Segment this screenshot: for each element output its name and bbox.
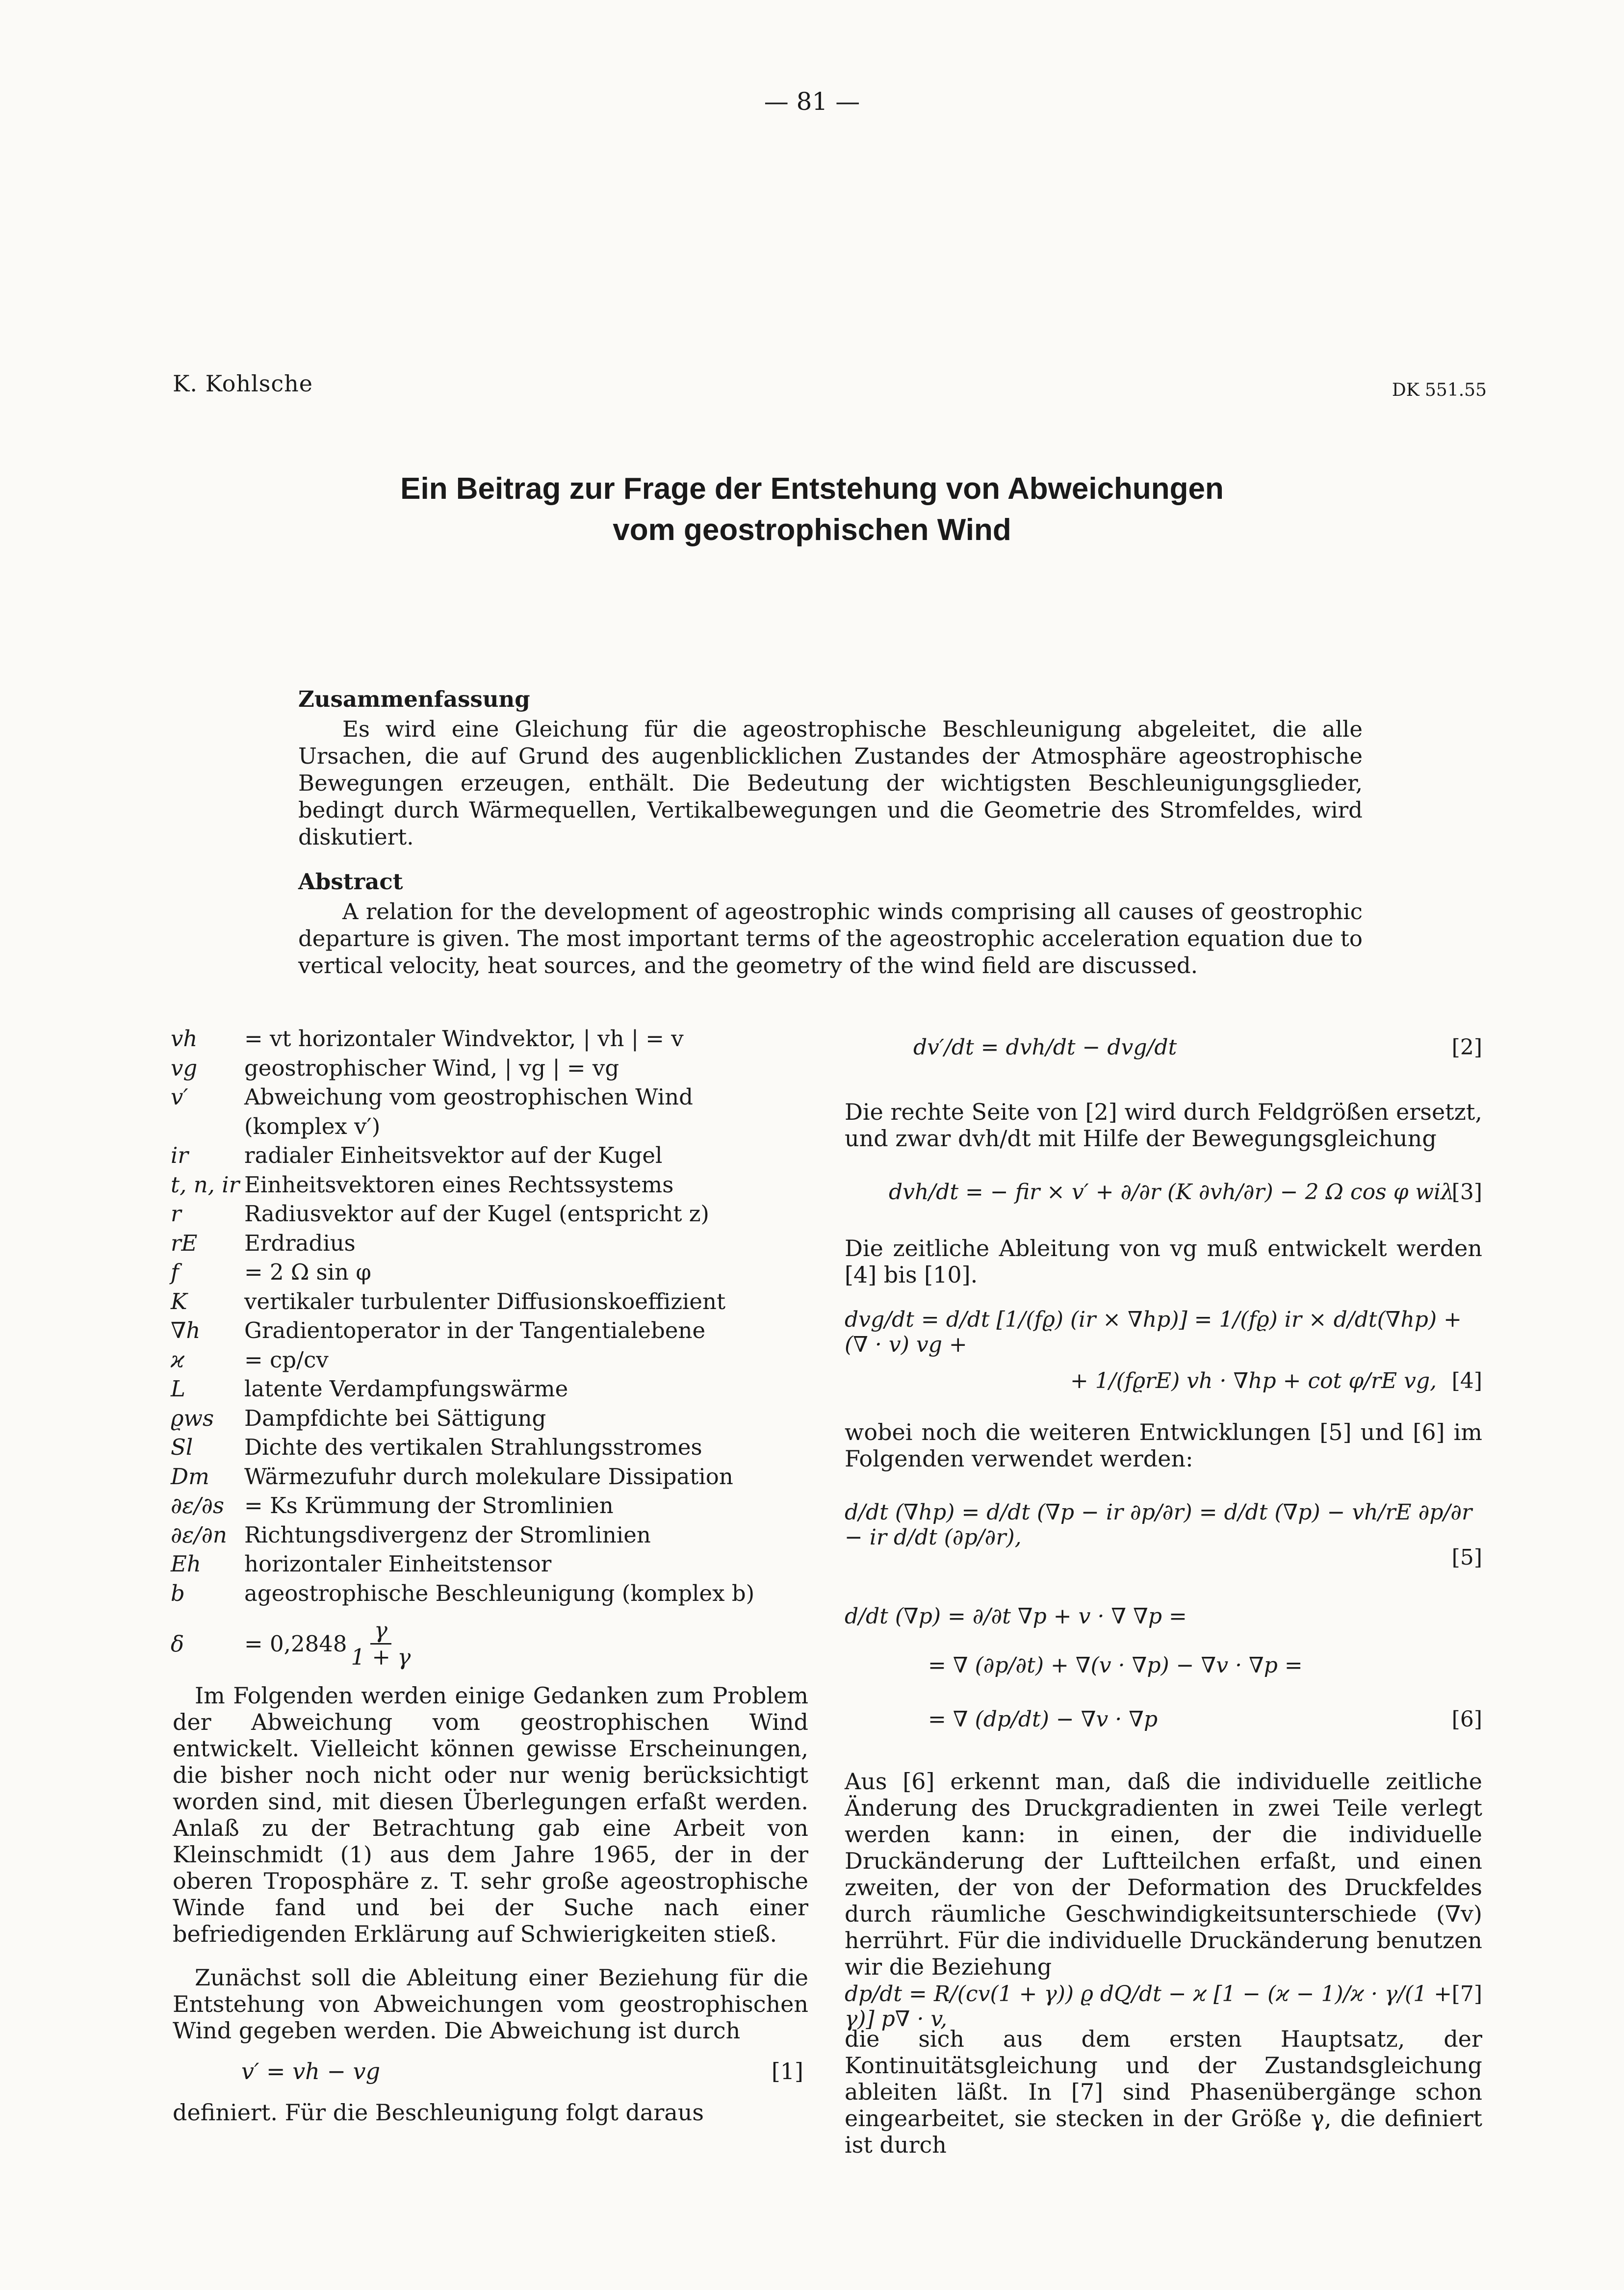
paragraph-text: Die zeitliche Ableitung von vg muß entwickelt werden [4] bis [10].: [845, 1235, 1482, 1288]
equation-expression: dp/dt = R/(cv(1 + γ)) ϱ dQ/dt − ϰ [1 − (ϰ − 1)/ϰ · γ/(1 + γ)] p∇ · v,: [845, 1981, 1452, 2032]
equation-number: [4]: [1451, 1368, 1482, 1393]
symbol-row: [171, 1141, 808, 1170]
equation-expression: + 1/(fϱrE) vh · ∇hp + cot φ/rE vg,: [1070, 1368, 1437, 1393]
symbol-row: [171, 1082, 808, 1112]
paragraph-text: die sich aus dem ersten Hauptsatz, der Kontinuitätsgleichung und der Zustandsgleichung ableiten läßt. In [7] sind Phasenübergänge schon eingearbeitet, sie stecken in der Größe γ, die definiert ist durch: [845, 2026, 1482, 2158]
equation-number: [1]: [771, 2058, 803, 2084]
paragraph-text: Im Folgenden werden einige Gedanken zum Problem der Abweichung vom geostrophischen Wind entwickelt. Vielleicht können gewisse Erscheinungen, die bisher noch nicht oder nur wenig berücksichtigt worden sind, mit diesen Überlegungen erfaßt werden. Anlaß zu der Betrachtung gab eine Arbeit von Kleinschmidt (1) aus dem Jahre 1965, der in der oberen Troposphäre z. T. sehr große ageostrophische Winde fand und bei der Suche nach einer befriedigenden Erklärung auf Schwierigkeiten stieß.: [173, 1682, 808, 1947]
symbol-description: latente Verdampfungswärme: [244, 1376, 568, 1402]
symbol: [171, 1112, 244, 1141]
symbol-description: (komplex v′): [244, 1113, 381, 1139]
symbol: ir: [171, 1142, 188, 1168]
symbol-list: [171, 1024, 808, 1670]
symbol-row: [171, 1462, 808, 1492]
symbol: δ: [171, 1630, 184, 1657]
symbol: vg: [171, 1055, 198, 1081]
paragraph-text: Aus [6] erkennt man, daß die individuelle zeitliche Änderung des Druckgradienten in zwei Teile verlegt werden kann: in einen, der die individuelle Druckänderung der Luftteilchen erfaßt, und einen zweiten, der von der Deformation des Druckfeldes durch räumliche Geschwindigkeitsunterschiede (∇v) herrührt. Für die individuelle Druckänderung benutzen wir die Beziehung: [845, 1768, 1482, 1980]
symbol-row: [171, 1345, 808, 1375]
symbol-description: = Ks Krümmung der Stromlinien: [244, 1492, 614, 1518]
page-number: — 81 —: [764, 87, 860, 116]
paragraph-text: wobei noch die weiteren Entwicklungen [5] und [6] im Folgenden verwendet werden:: [845, 1419, 1482, 1472]
symbol-row: [171, 1491, 808, 1520]
equation-number: [5]: [1451, 1545, 1482, 1570]
symbol-row: [171, 1229, 808, 1258]
title-line-2: vom geostrophischen Wind: [613, 513, 1011, 547]
symbol-row: [171, 1579, 808, 1608]
definition-line: definiert. Für die Beschleunigung folgt daraus: [173, 2099, 704, 2126]
symbol-row: [171, 1316, 808, 1345]
paragraph-right-2: [845, 1235, 1482, 1288]
title-line-1: Ein Beitrag zur Frage der Entstehung von Abweichungen: [400, 472, 1224, 506]
symbol: ϱws: [171, 1405, 214, 1431]
symbol-description: Einheitsvektoren eines Rechtssystems: [244, 1171, 674, 1198]
fraction-numerator: γ: [370, 1618, 391, 1645]
paragraph-right-3: [845, 1419, 1482, 1472]
symbol-description: Richtungsdivergenz der Stromlinien: [244, 1521, 651, 1548]
symbol-description: horizontaler Einheitstensor: [244, 1551, 552, 1577]
symbol-row: [171, 1112, 808, 1141]
symbol-row: [171, 1024, 808, 1054]
symbol-row: [171, 1054, 808, 1083]
symbol-row: [171, 1433, 808, 1462]
zusammenfassung-text: Es wird eine Gleichung für die ageostrophische Beschleunigung abgeleitet, die alle Ursachen, die auf Grund des augenblicklichen Zustandes der Atmosphäre ageostrophische Bewegungen erzeugen, enthält. Die Bedeutung der wichtigsten Beschleunigungsglieder, bedingt durch Wärmequellen, Vertikalbewegungen und die Geometrie des Stromfeldes, wird diskutiert.: [298, 716, 1363, 850]
paragraph-right-4: [845, 1768, 1482, 1980]
symbol-row: [171, 1199, 808, 1229]
symbol-description: = vt horizontaler Windvektor, | vh | = v: [244, 1026, 684, 1052]
symbol: Sl: [171, 1434, 193, 1460]
abstract-heading: Abstract: [298, 869, 403, 895]
symbol: t, n, ir: [171, 1171, 240, 1198]
symbol-description: vertikaler turbulenter Diffusionskoeffizient: [244, 1288, 726, 1314]
symbol-row: [171, 1287, 808, 1316]
equation-expression: dv′/dt = dvh/dt − dvg/dt: [913, 1035, 1177, 1060]
equation-number: [3]: [1451, 1180, 1482, 1205]
symbol: ∂ε/∂n: [171, 1521, 227, 1548]
symbol-description: = cp/cv: [244, 1346, 329, 1373]
derivation-paragraph: [173, 1964, 808, 2044]
delta-prefix: = 0,2848: [244, 1630, 347, 1657]
symbol: r: [171, 1201, 181, 1227]
symbol: Eh: [171, 1551, 201, 1577]
equation-number: [2]: [1451, 1035, 1482, 1060]
symbol: rE: [171, 1230, 198, 1256]
equation-expression: = ∇ (∂p/∂t) + ∇(v · ∇p) − ∇v · ∇p =: [928, 1653, 1303, 1678]
zusammenfassung: [298, 686, 1363, 850]
symbol-description: = 2 Ω sin φ: [244, 1259, 371, 1285]
symbol: L: [171, 1376, 185, 1402]
delta-fraction: [351, 1618, 411, 1670]
symbol: ϰ: [171, 1346, 185, 1373]
paragraph-right-1: [845, 1099, 1482, 1152]
equation-expression: d/dt (∇hp) = d/dt (∇p − ir ∂p/∂r) = d/dt (∇p) − vh/rE ∂p/∂r − ir d/dt (∂p/∂r),: [845, 1500, 1472, 1550]
paragraph-text: Die rechte Seite von [2] wird durch Feldgrößen ersetzt, und zwar dvh/dt mit Hilfe der Bewegungsgleichung: [845, 1099, 1482, 1152]
abstract-text: A relation for the development of ageostrophic winds comprising all causes of geostrophic departure is given. The most important terms of the ageostrophic acceleration equation due to vertical velocity, heat sources, and the geometry of the wind field are discussed.: [298, 899, 1363, 978]
symbol-description: geostrophischer Wind, | vg | = vg: [244, 1055, 619, 1081]
symbol-row: [171, 1170, 808, 1200]
symbol: vh: [171, 1026, 198, 1052]
fraction-denominator: 1 + γ: [351, 1644, 411, 1670]
symbol: f: [171, 1259, 179, 1285]
symbol-description: radialer Einheitsvektor auf der Kugel: [244, 1142, 663, 1168]
paragraph-right-5: [845, 2026, 1482, 2158]
symbol-row: [171, 1258, 808, 1287]
abstract: [298, 868, 1363, 979]
intro-paragraph: [173, 1682, 808, 1947]
symbol-description: Abweichung vom geostrophischen Wind: [244, 1084, 693, 1110]
equation-expression: v′ = vh − vg: [241, 2058, 381, 2084]
symbol-row: [171, 1374, 808, 1404]
symbol-description: Radiusvektor auf der Kugel (entspricht z): [244, 1201, 709, 1227]
symbol-row: [171, 1404, 808, 1433]
paragraph-text: Zunächst soll die Ableitung einer Beziehung für die Entstehung von Abweichungen vom geostrophischen Wind gegeben werden. Die Abweichung ist durch: [173, 1964, 808, 2044]
symbol: K: [171, 1288, 187, 1314]
symbol-row: [171, 1549, 808, 1579]
symbol-description: Dichte des vertikalen Strahlungsstromes: [244, 1434, 702, 1460]
symbol: ∂ε/∂s: [171, 1492, 224, 1518]
symbol: Dm: [171, 1463, 209, 1490]
symbol: v′: [171, 1084, 188, 1110]
symbol-description: Gradientoperator in der Tangentialebene: [244, 1317, 706, 1343]
author: K. Kohlsche: [173, 370, 313, 397]
equation-expression: dvg/dt = d/dt [1/(fϱ) (ir × ∇hp)] = 1/(fϱ) ir × d/dt(∇hp) + (∇ · v) vg +: [845, 1307, 1462, 1357]
equation-number: [7]: [1451, 1981, 1482, 2007]
equation-expression: dvh/dt = − fir × v′ + ∂/∂r (K ∂vh/∂r) − 2 Ω cos φ wiλ: [889, 1180, 1455, 1205]
symbol-description: Wärmezufuhr durch molekulare Dissipation: [244, 1463, 733, 1490]
equation-expression: d/dt (∇p) = ∂/∂t ∇p + v · ∇ ∇p =: [845, 1604, 1187, 1629]
dk-classification: DK 551.55: [1392, 380, 1487, 400]
symbol-description: ageostrophische Beschleunigung (komplex b): [244, 1580, 755, 1606]
symbol-description: Dampfdichte bei Sättigung: [244, 1405, 546, 1431]
symbol-description: Erdradius: [244, 1230, 356, 1256]
symbol-row: [171, 1520, 808, 1550]
equation-number: [6]: [1451, 1707, 1482, 1732]
symbol: b: [171, 1580, 185, 1606]
paper-title: [0, 468, 1624, 551]
zusammenfassung-heading: Zusammenfassung: [298, 686, 530, 712]
equation-expression: = ∇ (dp/dt) − ∇v · ∇p: [928, 1707, 1158, 1732]
delta-definition: [171, 1618, 808, 1670]
symbol: ∇h: [171, 1317, 201, 1343]
